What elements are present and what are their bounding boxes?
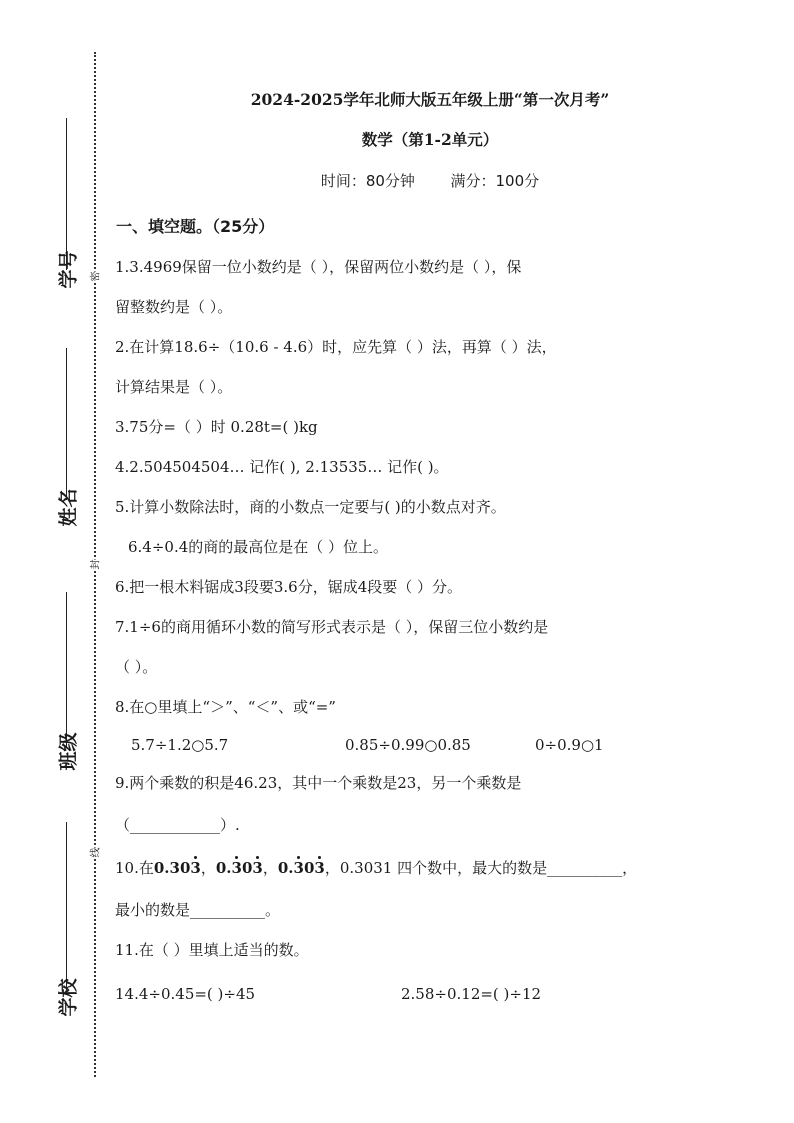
separator: ，: [200, 859, 216, 877]
question-11-item-1: 14.4÷0.45=( )÷45: [115, 985, 256, 1003]
student-id-underline: [66, 118, 67, 270]
student-id-label: 学号: [57, 250, 80, 289]
question-10-line-1: [115, 857, 637, 878]
exam-title: 2024-2025学年北师大版五年级上册“第一次月考”: [250, 90, 610, 109]
repeating-decimal-3-body: 0.: [277, 859, 294, 877]
question-9-line-1: 9.两个乘数的积是46.23，其中一个乘数是23，另一个乘数是: [115, 774, 522, 792]
question-8-item-3: 0÷0.9○1: [535, 736, 604, 754]
name-underline: [66, 348, 67, 500]
exam-time: 时间：80分钟: [320, 172, 415, 190]
separator: ，: [262, 859, 278, 877]
class-underline: [66, 592, 67, 747]
question-6: 6.把一根木料锯成3段要3.6分，锯成4段要（ ）分。: [115, 578, 463, 596]
school-label: 学校: [57, 978, 80, 1017]
question-8-item-2: 0.85÷0.99○0.85: [345, 736, 471, 754]
section-heading: 一、填空题。（25分）: [116, 217, 275, 236]
question-7-line-2: （ ）。: [115, 658, 158, 676]
repeating-decimal-1: [154, 859, 201, 877]
question-8: 8.在○里填上“＞”、“＜”、或“=”: [115, 698, 336, 716]
question-10-rest: ，0.3031 四个数中，最大的数是__________，: [324, 859, 638, 877]
question-1-line-1: 1.3.4969保留一位小数约是（ ），保留两位小数约是（ ），保: [115, 258, 522, 276]
exam-score: 满分：100分: [450, 172, 540, 190]
class-label: 班级: [57, 732, 80, 771]
question-2-line-1: 2.在计算18.6÷（10.6 - 4.6）时，应先算（ ）法，再算（ ）法，: [115, 338, 557, 356]
repeating-digit: 3: [252, 859, 263, 877]
question-3: 3.75分=（ ）时 0.28t=( )kg: [115, 418, 318, 436]
repeating-decimal-3: [278, 859, 325, 877]
repeating-decimal-1-body: 0.30: [153, 859, 191, 877]
repeating-digit: 3: [231, 859, 242, 877]
question-7-line-1: 7.1÷6的商用循环小数的简写形式表示是（ ），保留三位小数约是: [115, 618, 549, 636]
seal-char-feng: 封: [86, 560, 103, 570]
seal-char-xian: 线: [86, 848, 103, 858]
exam-meta: [120, 170, 740, 191]
repeating-digit: 3: [314, 859, 325, 877]
question-10-prefix: 10.在: [115, 859, 154, 877]
question-1-line-2: 留整数约是（ ）。: [115, 298, 233, 316]
question-10-line-2: 最小的数是__________。: [115, 901, 281, 919]
question-11: 11.在（ ）里填上适当的数。: [115, 941, 309, 959]
question-5: 5.计算小数除法时，商的小数点一定要与( )的小数点对齐。: [115, 498, 506, 516]
seal-char-mi: 密: [86, 272, 103, 282]
name-label: 姓名: [57, 488, 80, 527]
repeating-decimal-2: [216, 859, 263, 877]
repeating-decimal-3-mid: 0: [303, 859, 315, 877]
question-4: 4.2.504504504… 记作( ), 2.13535… 记作( )。: [115, 458, 449, 476]
school-underline: [66, 822, 67, 990]
question-11-item-2: 2.58÷0.12=( )÷12: [401, 985, 542, 1003]
question-8-item-1: 5.7÷1.2○5.7: [131, 736, 229, 754]
repeating-decimal-2-mid: 0: [241, 859, 253, 877]
question-9-line-2: （____________）.: [115, 816, 240, 834]
repeating-decimal-2-body: 0.: [215, 859, 232, 877]
exam-subtitle: 数学（第1-2单元）: [361, 130, 499, 149]
question-5-sub: 6.4÷0.4的商的最高位是在（ ）位上。: [128, 538, 389, 556]
question-2-line-2: 计算结果是（ ）。: [115, 378, 233, 396]
repeating-digit: 3: [293, 859, 304, 877]
repeating-digit: 3: [190, 859, 201, 877]
